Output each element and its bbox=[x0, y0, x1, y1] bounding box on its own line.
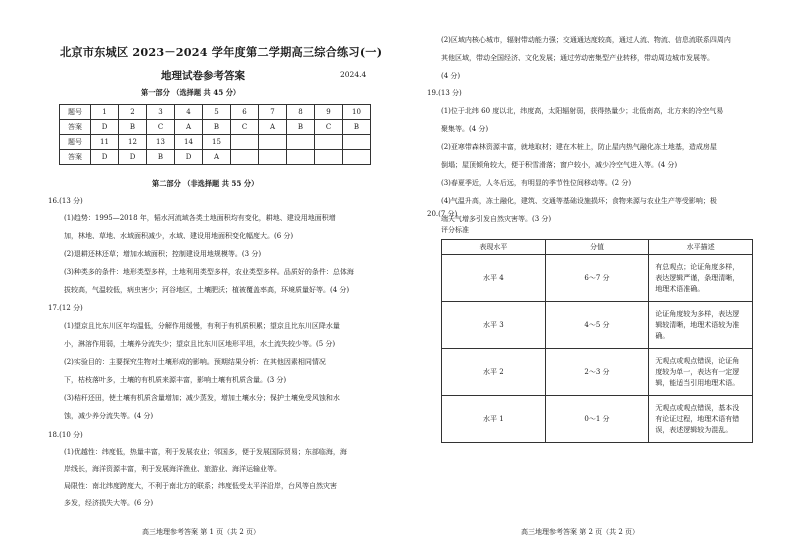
table-cell: C bbox=[315, 120, 343, 135]
answer-line: 小，淋溶作用弱，土壤养分流失少；望京且比东川区地形平坦，水土流失较少等。(5 分) bbox=[64, 340, 336, 348]
answer-line: 局限性：南北纬度跨度大，不利于南北方的联系；纬度低受太平洋沿岸，台风等自然灾害 bbox=[64, 482, 337, 490]
table-cell: 答案 bbox=[60, 120, 91, 135]
table-cell: 3 bbox=[147, 105, 175, 120]
table-cell: 5 bbox=[203, 105, 231, 120]
table-cell: 2 bbox=[119, 105, 147, 120]
table-header-row bbox=[442, 240, 753, 255]
answer-line: (3)种类多的条件：地形类型多样，土地利用类型多样，农业类型多样。品质好的条件：总体海 bbox=[64, 268, 354, 276]
table-cell: 15 bbox=[203, 135, 231, 150]
answer-line: 多发，经济损失大等。(6 分) bbox=[64, 499, 154, 507]
table-cell bbox=[287, 150, 315, 165]
question-heading: 19.(13 分) bbox=[427, 89, 462, 97]
table-cell bbox=[343, 150, 371, 165]
points-cell: 4～5 分 bbox=[545, 302, 649, 349]
table-cell: 题号 bbox=[60, 135, 91, 150]
level-cell: 水平 2 bbox=[442, 349, 546, 396]
exam-date: 2024.4 bbox=[340, 70, 367, 79]
answer-line: (2)区域内核心城市，辐射带动能力强；交通通达度较高，通过人流、物流、信息流联系四周内 bbox=[441, 36, 731, 44]
answer-line: 加，林地、草地、水域面积减少，水域、建设用地面积变化幅度大。(6 分) bbox=[64, 232, 294, 240]
table-cell: 8 bbox=[287, 105, 315, 120]
answer-table bbox=[59, 104, 371, 165]
answer-line: 其他区域，带动全国经济、文化发展；通过劳动密集型产业转移，带动周边城市发展等。 bbox=[441, 54, 714, 62]
table-cell: B bbox=[147, 150, 175, 165]
description-cell: 论证角度较为多样，表达逻辑较清晰，地理术语较为准确。 bbox=[649, 302, 753, 349]
level-cell: 水平 3 bbox=[442, 302, 546, 349]
table-row bbox=[60, 150, 371, 165]
table-cell: 7 bbox=[259, 105, 287, 120]
answer-line: 蚀，减少养分流失等。(4 分) bbox=[64, 412, 154, 420]
table-cell bbox=[231, 135, 259, 150]
table-cell: 13 bbox=[147, 135, 175, 150]
answer-line: 端天气增多引发自然灾害等。(3 分) bbox=[441, 215, 552, 223]
table-cell: D bbox=[175, 150, 203, 165]
rubric-heading: 评分标准 bbox=[441, 226, 469, 234]
answer-line: 下，枯枝落叶多，土壤的有机质来源丰富，影响土壤有机质含量。(3 分) bbox=[64, 376, 287, 384]
question-heading: 20.(7 分) bbox=[427, 210, 458, 218]
table-cell: D bbox=[119, 150, 147, 165]
table-cell: 1 bbox=[91, 105, 119, 120]
page-2 bbox=[397, 0, 794, 558]
answer-line: (2)实验目的：主要探究生物对土壤形成的影响。预期结果分析：在其他因素相同情况 bbox=[64, 358, 326, 366]
table-cell: D bbox=[91, 120, 119, 135]
table-cell: 6 bbox=[231, 105, 259, 120]
part-one-heading: 第一部分 （选择题 共 45 分） bbox=[141, 88, 241, 97]
table-cell bbox=[287, 135, 315, 150]
answer-line: (3)春夏季近，人冬后远，有明显的季节性位间移动等。(2 分) bbox=[441, 179, 632, 187]
answer-line: (1)望京且比东川区年均温低，分解作用缓慢，有利于有机质积累；望京且比东川区降水量 bbox=[64, 322, 340, 330]
level-cell: 水平 1 bbox=[442, 396, 546, 443]
answer-line: (3)秸秆还田，使土壤有机质含量增加；减少蒸发，增加土壤水分；保护土壤免受风蚀和水 bbox=[64, 394, 340, 402]
level-cell: 水平 4 bbox=[442, 255, 546, 302]
table-cell: C bbox=[147, 120, 175, 135]
answer-line: (4 分) bbox=[441, 72, 461, 80]
table-cell bbox=[315, 135, 343, 150]
table-row bbox=[60, 105, 371, 120]
table-cell bbox=[259, 150, 287, 165]
page-footer: 高三地理参考答案 第 2 页（共 2 页） bbox=[521, 528, 640, 536]
points-cell: 2～3 分 bbox=[545, 349, 649, 396]
table-cell bbox=[231, 150, 259, 165]
subject-title: 地理试卷参考答案 bbox=[161, 70, 245, 82]
table-cell: 14 bbox=[175, 135, 203, 150]
table-cell bbox=[343, 135, 371, 150]
table-cell: D bbox=[91, 150, 119, 165]
answer-line: (1)优越性：纬度低，热量丰富，利于发展农业；邻国多，便于发展国际贸易；东部临海，海 bbox=[64, 448, 347, 456]
column-header: 水平描述 bbox=[649, 240, 753, 255]
points-cell: 0～1 分 bbox=[545, 396, 649, 443]
answer-line: 倒塌；屋顶倾角较大，便于积雪滑落；窗户较小，减少冷空气进入等。(4 分) bbox=[441, 161, 678, 169]
rubric-table bbox=[441, 239, 753, 443]
table-cell: C bbox=[231, 120, 259, 135]
answer-line: (1)位于北纬 60 度以北，纬度高，太阳辐射弱，获得热量少；北低南高，北方来的冷空气易 bbox=[441, 107, 724, 115]
table-cell: B bbox=[119, 120, 147, 135]
table-row bbox=[442, 302, 753, 349]
answer-line: 拔较高，气温较低，病虫害少；河谷地区，土壤肥沃；植被覆盖率高，环境质量好等。(4 分) bbox=[64, 286, 350, 294]
table-cell: 题号 bbox=[60, 105, 91, 120]
part-two-heading: 第二部分 （非选择题 共 55 分） bbox=[152, 179, 259, 188]
page-footer: 高三地理参考答案 第 1 页（共 2 页） bbox=[142, 528, 261, 536]
table-cell bbox=[259, 135, 287, 150]
column-header: 表现水平 bbox=[442, 240, 546, 255]
description-cell: 有总观点；论证角度多样，表达逻辑严谨，条理清晰，地理术语准确。 bbox=[649, 255, 753, 302]
table-cell: 9 bbox=[315, 105, 343, 120]
question-heading: 16.(13 分) bbox=[48, 197, 83, 205]
column-header: 分值 bbox=[545, 240, 649, 255]
table-row bbox=[442, 349, 753, 396]
question-heading: 17.(12 分) bbox=[48, 304, 83, 312]
table-cell: A bbox=[259, 120, 287, 135]
table-cell: 11 bbox=[91, 135, 119, 150]
table-cell: B bbox=[203, 120, 231, 135]
table-cell bbox=[315, 150, 343, 165]
question-heading: 18.(10 分) bbox=[48, 431, 83, 439]
table-row bbox=[60, 120, 371, 135]
table-row bbox=[442, 396, 753, 443]
table-cell: A bbox=[175, 120, 203, 135]
description-cell: 无观点或观点错误，论证角度较为单一，表达有一定逻辑，能适当引用地理术语。 bbox=[649, 349, 753, 396]
answer-line: (2)亚寒带森林资源丰富，就地取材；建在木桩上，防止屋内热气融化冻土地基，造成房屋 bbox=[441, 143, 717, 151]
table-cell: 12 bbox=[119, 135, 147, 150]
table-row bbox=[60, 135, 371, 150]
points-cell: 6～7 分 bbox=[545, 255, 649, 302]
table-row bbox=[442, 255, 753, 302]
exam-title: 北京市东城区 2023－2024 学年度第二学期高三综合练习(一) bbox=[60, 45, 383, 59]
answer-line: (1)趋势：1995—2018 年，韬水河流域各类土地面积均有变化，耕地、建设用地面积增 bbox=[64, 214, 336, 222]
table-cell: 4 bbox=[175, 105, 203, 120]
description-cell: 无观点或观点错误，基本没有论证过程，地理术语有错误，表述逻辑较为混乱。 bbox=[649, 396, 753, 443]
answer-line: (2)退耕还林还草；增加水域面积；控制建设用地规模等。(3 分) bbox=[64, 250, 262, 258]
table-cell: 答案 bbox=[60, 150, 91, 165]
answer-line: 岸线长，海洋资源丰富，利于发展海洋渔业、旅游业、海洋运输业等。 bbox=[64, 465, 281, 473]
table-cell: B bbox=[287, 120, 315, 135]
answer-line: (4)气温升高，冻土融化，建筑、交通等基础设施损坏；食物来源与农业生产等受影响；极 bbox=[441, 197, 717, 205]
table-cell: 10 bbox=[343, 105, 371, 120]
table-cell: A bbox=[203, 150, 231, 165]
answer-line: 聚集等。(4 分) bbox=[441, 125, 489, 133]
table-cell: B bbox=[343, 120, 371, 135]
